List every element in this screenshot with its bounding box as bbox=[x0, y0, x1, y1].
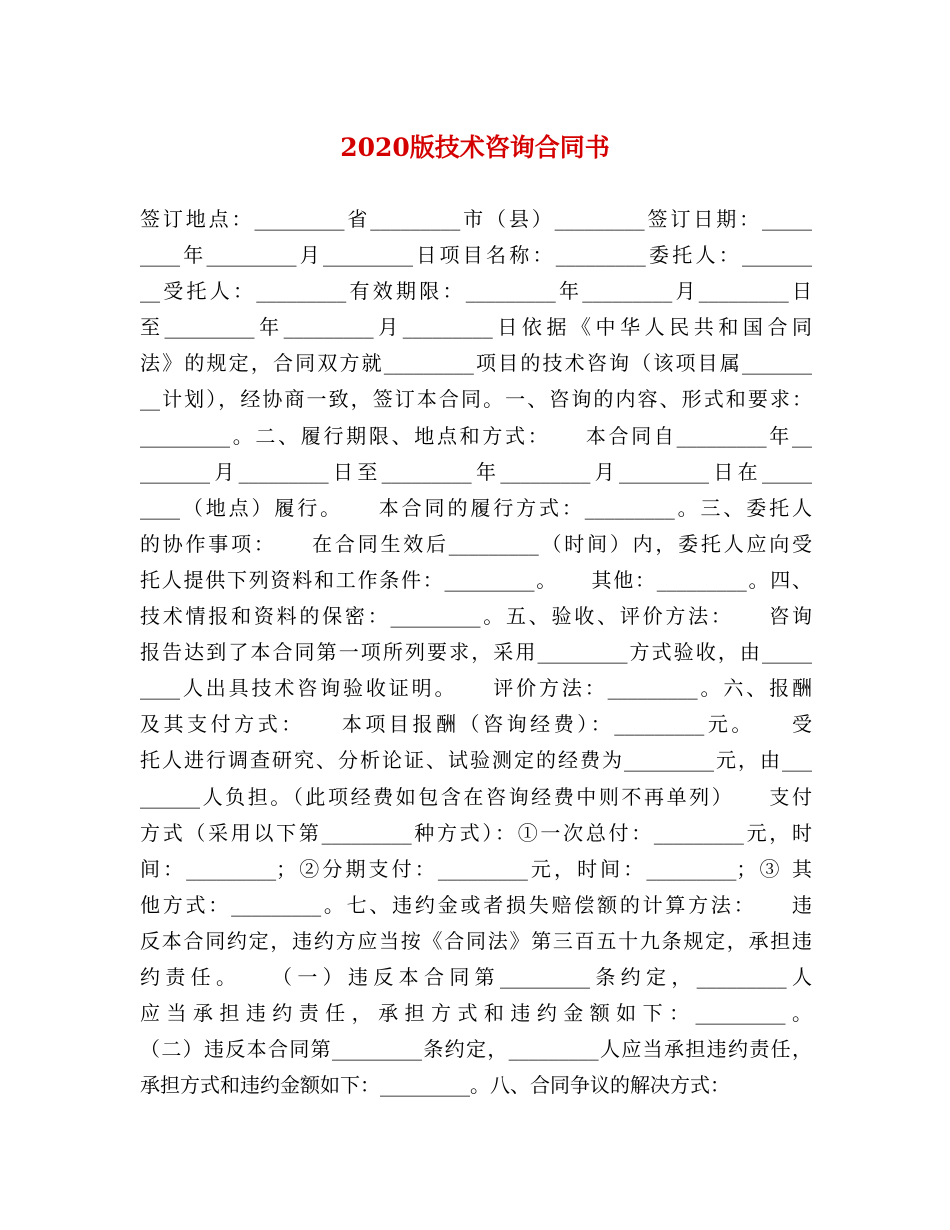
body-line-4: 至_________年_________月_________日依据《中华人民共和国合同 bbox=[140, 315, 812, 340]
body-line-21: 反本合同约定，违约方应当按《合同法》第三百五十九条规定，承担违 bbox=[140, 928, 812, 953]
body-line-20: 他方式：_________。七、违约金或者损失赔偿额的计算方法： 违 bbox=[140, 892, 812, 917]
body-line-24: （二）违反本合同第_________条约定，_________人应当承担违约责任， bbox=[140, 1037, 812, 1062]
contract-body bbox=[140, 201, 812, 1103]
body-line-1: 签订地点：_________省_________市（县）_________签订日期：_____ bbox=[140, 207, 812, 231]
body-line-12: 技术情报和资料的保密：_________。五、验收、评价方法： 咨询 bbox=[140, 604, 812, 629]
body-line-19: 间：_________；②分期支付：_________元，时间：_________；③ 其 bbox=[140, 856, 812, 881]
body-line-13: 报告达到了本合同第一项所列要求，采用_________方式验收，由_____ bbox=[140, 640, 812, 665]
body-line-2: ____年_________月_________日项目名称：_________委托人：_______ bbox=[140, 243, 812, 268]
body-line-5: 法》的规定，合同双方就_________项目的技术咨询（该项目属_______ bbox=[140, 351, 812, 376]
body-line-9: ____（地点）履行。 本合同的履行方式：_________。三、委托人 bbox=[140, 495, 812, 520]
body-line-14: ____人出具技术咨询验收证明。 评价方法：_________。六、报酬 bbox=[140, 676, 812, 701]
body-line-10: 的协作事项： 在合同生效后_________（时间）内，委托人应向受 bbox=[140, 531, 812, 556]
body-line-23: 应当承担违约责任，承担方式和违约金额如下：_________。 bbox=[140, 1001, 812, 1026]
body-line-7: _________。二、履行期限、地点和方式： 本合同自_________年__ bbox=[140, 423, 812, 448]
body-line-6: __计划），经协商一致，签订本合同。一、咨询的内容、形式和要求： bbox=[140, 387, 812, 412]
body-line-18: 方式（采用以下第_________种方式）：①一次总付：_________元，时 bbox=[140, 820, 812, 845]
body-line-15: 及其支付方式： 本项目报酬（咨询经费）：_________元。 受 bbox=[140, 712, 812, 737]
body-line-8: _______月_________日至_________年_________月_________日在_____ bbox=[140, 459, 812, 484]
body-line-17: ______人负担。（此项经费如包含在咨询经费中则不再单列） 支付 bbox=[140, 784, 812, 809]
body-line-22: 约责任。 （一）违反本合同第_________条约定，_________人 bbox=[140, 964, 812, 989]
body-line-3: __受托人：_________有效期限：_________年_________月_________日 bbox=[140, 279, 812, 304]
body-line-16: 托人进行调查研究、分析论证、试验测定的经费为_________元，由___ bbox=[140, 748, 812, 773]
body-line-11: 托人提供下列资料和工作条件：_________。 其他：_________。四、 bbox=[140, 567, 812, 592]
document-title: 2020版技术咨询合同书 bbox=[340, 133, 610, 162]
body-line-25: 承担方式和违约金额如下：_________。八、合同争议的解决方式： bbox=[140, 1073, 730, 1098]
